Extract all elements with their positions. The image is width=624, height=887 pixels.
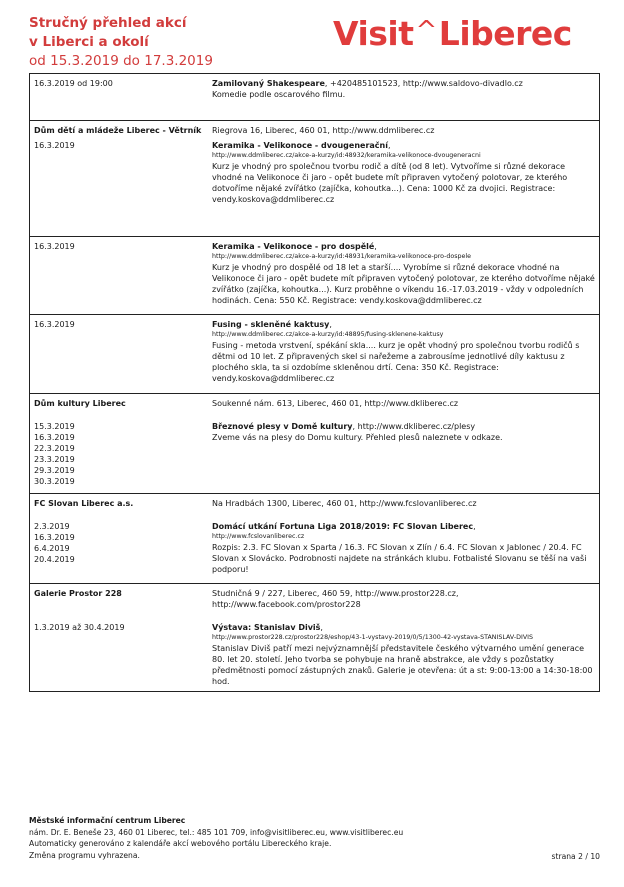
table-row — [30, 74, 600, 121]
event-row — [30, 517, 599, 575]
logo-text-right: Liberec — [438, 14, 572, 53]
page-number: strana 2 / 10 — [551, 852, 600, 861]
event-date: 22.3.2019 — [34, 444, 75, 453]
event-date: 2.3.2019 — [34, 522, 70, 531]
event-description: Komedie podle oscarového filmu. — [212, 90, 346, 99]
event-description: Stanislav Diviš patří mezi nejvýznamnější představitele českého výtvarného umění generace 80. let 20. století. Jeho tvorba se pohybuje na hraně abstrakce, ale vždy s pozůstatky předmětnosti pomocí zástupných znaků. Galerie je otevřena: út a st: 9:00-13:00 a 14:30-18:00 hod. — [212, 644, 593, 686]
event-contact: , http://www.dkliberec.cz/plesy — [352, 422, 476, 431]
event-row — [30, 315, 599, 384]
footer-org: Městské informační centrum Liberec — [29, 816, 186, 825]
title-line-2: v Liberci a okolí — [29, 34, 149, 50]
event-date: 29.3.2019 — [34, 466, 75, 475]
event-contact: , +420485101523, http://www.saldovo-divadlo.cz — [324, 79, 523, 88]
event-row — [30, 417, 599, 487]
event-contact: , — [473, 522, 476, 531]
table-row — [30, 584, 600, 692]
table-row — [30, 315, 600, 394]
organizer-row — [30, 584, 599, 610]
page-footer — [29, 815, 600, 861]
table-row — [30, 237, 600, 315]
event-date: 6.4.2019 — [34, 544, 70, 553]
event-dates — [30, 417, 206, 487]
event-url: http://www.prostor228.cz/prostor228/eshop/43-1-vystavy-2019/0/5/1300-42-vystava-STANISLAV-DIVIS — [212, 634, 533, 641]
event-description: Rozpis: 2.3. FC Slovan x Sparta / 16.3. FC Slovan x Zlín / 6.4. FC Slovan x Jablonec / 20.4. FC Slovan x Slovácko. Podrobnosti najdete na stránkách klubu. Fotbalisté Slovanu se těší na vaši podporu! — [212, 543, 587, 574]
event-contact: , — [329, 320, 332, 329]
organizer-row — [30, 394, 599, 409]
event-date: 16.3.2019 — [34, 242, 75, 251]
visit-liberec-logo — [333, 14, 572, 57]
organizer-row — [30, 121, 599, 136]
event-dates — [30, 517, 206, 575]
event-date: 16.3.2019 od 19:00 — [34, 79, 113, 88]
event-url: http://www.ddmliberec.cz/akce-a-kurzy/id:48932/keramika-velikonoce-dvougeneracni — [212, 152, 481, 159]
organizer-name: Dům dětí a mládeže Liberec - Větrník — [34, 126, 202, 135]
organizer-name: Dům kultury Liberec — [34, 399, 126, 408]
organizer-row — [30, 494, 599, 509]
event-contact: , — [374, 242, 377, 251]
footer-address: nám. Dr. E. Beneše 23, 460 01 Liberec, tel.: 485 101 709, info@visitliberec.eu, www.visitliberec.eu — [29, 827, 404, 837]
table-row — [30, 121, 600, 237]
title-line-1: Stručný přehled akcí — [29, 15, 187, 31]
event-description: Fusing - metoda vrstvení, spékání skla.... kurz je opět vhodný pro společnou tvorbu rodičů s dětmi od 10 let. Z připravených skel si nařežeme a zabrousíme jednotlivé díly kaktusu z plochého skla, ta si ozdobíme skleněnou drtí. Cena: 350 Kč. Registrace: vendy.koskova@ddmliberec.cz — [212, 341, 580, 383]
footer-note-generated: Automaticky generováno z kalendáře akcí webového portálu Libereckého kraje. — [29, 839, 332, 848]
organizer-address: Na Hradbách 1300, Liberec, 460 01, http://www.fcslovanliberec.cz — [212, 499, 477, 508]
events-table — [29, 73, 600, 692]
event-date: 23.3.2019 — [34, 455, 75, 464]
footer-note-changes: Změna programu vyhrazena. — [29, 850, 140, 860]
event-date: 30.3.2019 — [34, 477, 75, 486]
organizer-address: Soukenné nám. 613, Liberec, 460 01, http://www.dkliberec.cz — [212, 399, 459, 408]
event-title: Výstava: Stanislav Diviš — [212, 623, 321, 632]
event-url: http://www.ddmliberec.cz/akce-a-kurzy/id:48895/fusing-sklenene-kaktusy — [212, 331, 444, 338]
event-description: Zveme vás na plesy do Domu kultury. Přehled plesů naleznete v odkaze. — [212, 433, 503, 442]
logo-text-left: Visit — [333, 14, 414, 53]
table-row — [30, 394, 600, 494]
event-url: http://www.ddmliberec.cz/akce-a-kurzy/id:48931/keramika-velikonoce-pro-dospele — [212, 253, 472, 260]
event-url: http://www.fcslovanliberec.cz — [212, 533, 305, 540]
logo-caret: ^ — [415, 16, 437, 46]
event-row — [30, 74, 599, 100]
event-date: 1.3.2019 až 30.4.2019 — [34, 623, 125, 632]
event-date: 16.3.2019 — [34, 533, 75, 542]
event-title: Březnové plesy v Domě kultury — [212, 422, 353, 431]
table-row — [30, 494, 600, 584]
event-title: Zamilovaný Shakespeare — [212, 79, 325, 88]
organizer-name: FC Slovan Liberec a.s. — [34, 499, 134, 508]
event-contact: , — [387, 141, 391, 150]
event-date: 20.4.2019 — [34, 555, 75, 564]
event-title: Domácí utkání Fortuna Liga 2018/2019: FC Slovan Liberec — [212, 522, 474, 531]
date-range: od 15.3.2019 do 17.3.2019 — [29, 53, 213, 69]
event-date: 15.3.2019 — [34, 422, 75, 431]
event-row — [30, 136, 599, 205]
event-title: Keramika - Velikonoce - dvougenerační — [212, 141, 388, 150]
organizer-address: Studničná 9 / 227, Liberec, 460 59, http://www.prostor228.cz, http://www.facebook.com/prostor228 — [212, 589, 459, 609]
event-date: 16.3.2019 — [34, 141, 75, 150]
event-date: 16.3.2019 — [34, 320, 75, 329]
event-row — [30, 618, 599, 687]
event-contact: , — [320, 623, 323, 632]
organizer-address: Riegrova 16, Liberec, 460 01, http://www.ddmliberec.cz — [212, 126, 435, 135]
event-date: 16.3.2019 — [34, 433, 75, 442]
page-title — [29, 14, 289, 71]
event-title: Keramika - Velikonoce - pro dospělé — [212, 242, 375, 251]
event-description: Kurz je vhodný pro společnou tvorbu rodič a dítě (od 8 let). Vytvoříme si různé dekorace vhodné na Velikonoce či jaro - opět budete mít připraven vytočený polotovar, ze kterého dotvoříme nějaké zvířátko (zajíčka, kohoutka...). Cena: 1000 Kč za dvojici. Registrace: vendy.koskova@ddmliberec.cz — [212, 162, 568, 204]
event-description: Kurz je vhodný pro dospělé od 18 let a starší.... Vyrobíme si různé dekorace vhodné na Velikonoce či jaro - opět budete mít připraven vytočený polotovar, ze kterého dotvoříme nějaké zvířátko (zajíčka, kohoutka...). Kurz proběhne o víkendu 16.-17.03.2019 - vždy v odpoledních hodinách. Cena: 550 Kč. Registrace: vendy.koskova@ddmliberec.cz — [212, 263, 595, 305]
organizer-name: Galerie Prostor 228 — [34, 589, 122, 598]
event-title: Fusing - skleněné kaktusy — [212, 320, 330, 329]
event-row — [30, 237, 599, 306]
